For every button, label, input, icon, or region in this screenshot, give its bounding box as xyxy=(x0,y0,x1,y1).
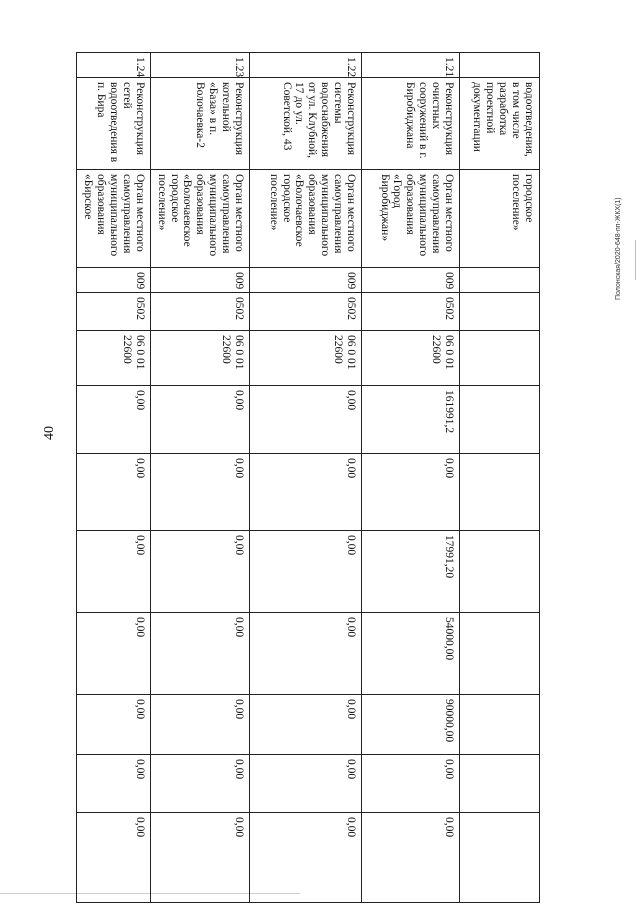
table-row xyxy=(362,53,460,903)
grbs-code: 009 xyxy=(150,268,249,293)
measure-name: Реконструкция сетей водоотведения в п. Бира xyxy=(77,78,150,170)
value-year-5: 0,00 xyxy=(362,755,460,813)
value-year-4 xyxy=(460,695,540,755)
row-number: 1.23 xyxy=(150,53,249,78)
section-code: 0502 xyxy=(150,293,249,331)
target-article-code xyxy=(460,331,540,386)
document-code: Полонская/2020-648-пп-ЖКХ(1) xyxy=(615,197,622,300)
value-year-2: 17991,20 xyxy=(362,531,460,613)
value-year-1 xyxy=(460,454,540,531)
section-code: 0502 xyxy=(362,293,460,331)
grbs-code: 009 xyxy=(362,268,460,293)
value-year-6: 0,00 xyxy=(150,813,249,903)
value-year-6 xyxy=(460,813,540,903)
measure-name: Реконструкция котельной «База» в п. Волочаевка-2 xyxy=(150,78,249,170)
target-article-code: 06 0 01 22600 xyxy=(150,331,249,386)
value-year-1: 0,00 xyxy=(362,454,460,531)
value-total xyxy=(460,386,540,454)
value-year-2: 0,00 xyxy=(150,531,249,613)
value-year-4: 0,00 xyxy=(150,695,249,755)
value-year-3 xyxy=(460,613,540,695)
measure-name: Реконструкция системы водоснабжения от ул. Клубной, 17 до ул. Советской, 43 xyxy=(250,78,362,170)
value-year-5: 0,00 xyxy=(77,755,150,813)
value-year-4: 0,00 xyxy=(250,695,362,755)
section-code: 0502 xyxy=(250,293,362,331)
value-year-6: 0,00 xyxy=(77,813,150,903)
row-number xyxy=(460,53,540,78)
value-year-4: 0,00 xyxy=(77,695,150,755)
value-year-6: 0,00 xyxy=(362,813,460,903)
table-row xyxy=(77,53,150,903)
row-number: 1.24 xyxy=(77,53,150,78)
table-row xyxy=(150,53,249,903)
value-year-3: 0,00 xyxy=(150,613,249,695)
edge-mark xyxy=(635,240,636,280)
row-number: 1.22 xyxy=(250,53,362,78)
section-code xyxy=(460,293,540,331)
grbs-code xyxy=(460,268,540,293)
grbs-code: 009 xyxy=(250,268,362,293)
responsible-org: Орган местного самоуправления муниципального образования «Волочаевское городское поселение» xyxy=(150,170,249,268)
responsible-org: Орган местного самоуправления муниципального образования «Город Биробиджан» xyxy=(362,170,460,268)
target-article-code: 06 0 01 22600 xyxy=(77,331,150,386)
budget-table xyxy=(77,52,541,903)
table-row xyxy=(250,53,362,903)
value-total: 0,00 xyxy=(150,386,249,454)
rotated-table-container xyxy=(82,52,540,902)
value-year-3: 0,00 xyxy=(250,613,362,695)
value-year-1: 0,00 xyxy=(77,454,150,531)
value-year-1: 0,00 xyxy=(250,454,362,531)
value-total: 0,00 xyxy=(250,386,362,454)
target-article-code: 06 0 01 22600 xyxy=(250,331,362,386)
section-code: 0502 xyxy=(77,293,150,331)
table-row xyxy=(460,53,540,903)
target-article-code: 06 0 01 22600 xyxy=(362,331,460,386)
value-year-5 xyxy=(460,755,540,813)
responsible-org: городское поселение» xyxy=(460,170,540,268)
value-total: 0,00 xyxy=(77,386,150,454)
responsible-org: Орган местного самоуправления муниципального образования «Волочаевское городское поселение» xyxy=(250,170,362,268)
page-number: 40 xyxy=(42,426,57,440)
measure-name: водоотведения, в том числе разработка проектной документации xyxy=(460,78,540,170)
value-year-5: 0,00 xyxy=(150,755,249,813)
value-year-2: 0,00 xyxy=(77,531,150,613)
value-total: 161991,2 xyxy=(362,386,460,454)
row-number: 1.21 xyxy=(362,53,460,78)
value-year-1: 0,00 xyxy=(150,454,249,531)
responsible-org: Орган местного самоуправления муниципального образования «Бирское xyxy=(77,170,150,268)
value-year-3: 54000,00 xyxy=(362,613,460,695)
value-year-4: 90000,00 xyxy=(362,695,460,755)
value-year-6: 0,00 xyxy=(250,813,362,903)
value-year-2 xyxy=(460,531,540,613)
value-year-3: 0,00 xyxy=(77,613,150,695)
measure-name: Реконструкция очистных сооружений в г. Биробиджана xyxy=(362,78,460,170)
grbs-code: 009 xyxy=(77,268,150,293)
value-year-2: 0,00 xyxy=(250,531,362,613)
value-year-5: 0,00 xyxy=(250,755,362,813)
